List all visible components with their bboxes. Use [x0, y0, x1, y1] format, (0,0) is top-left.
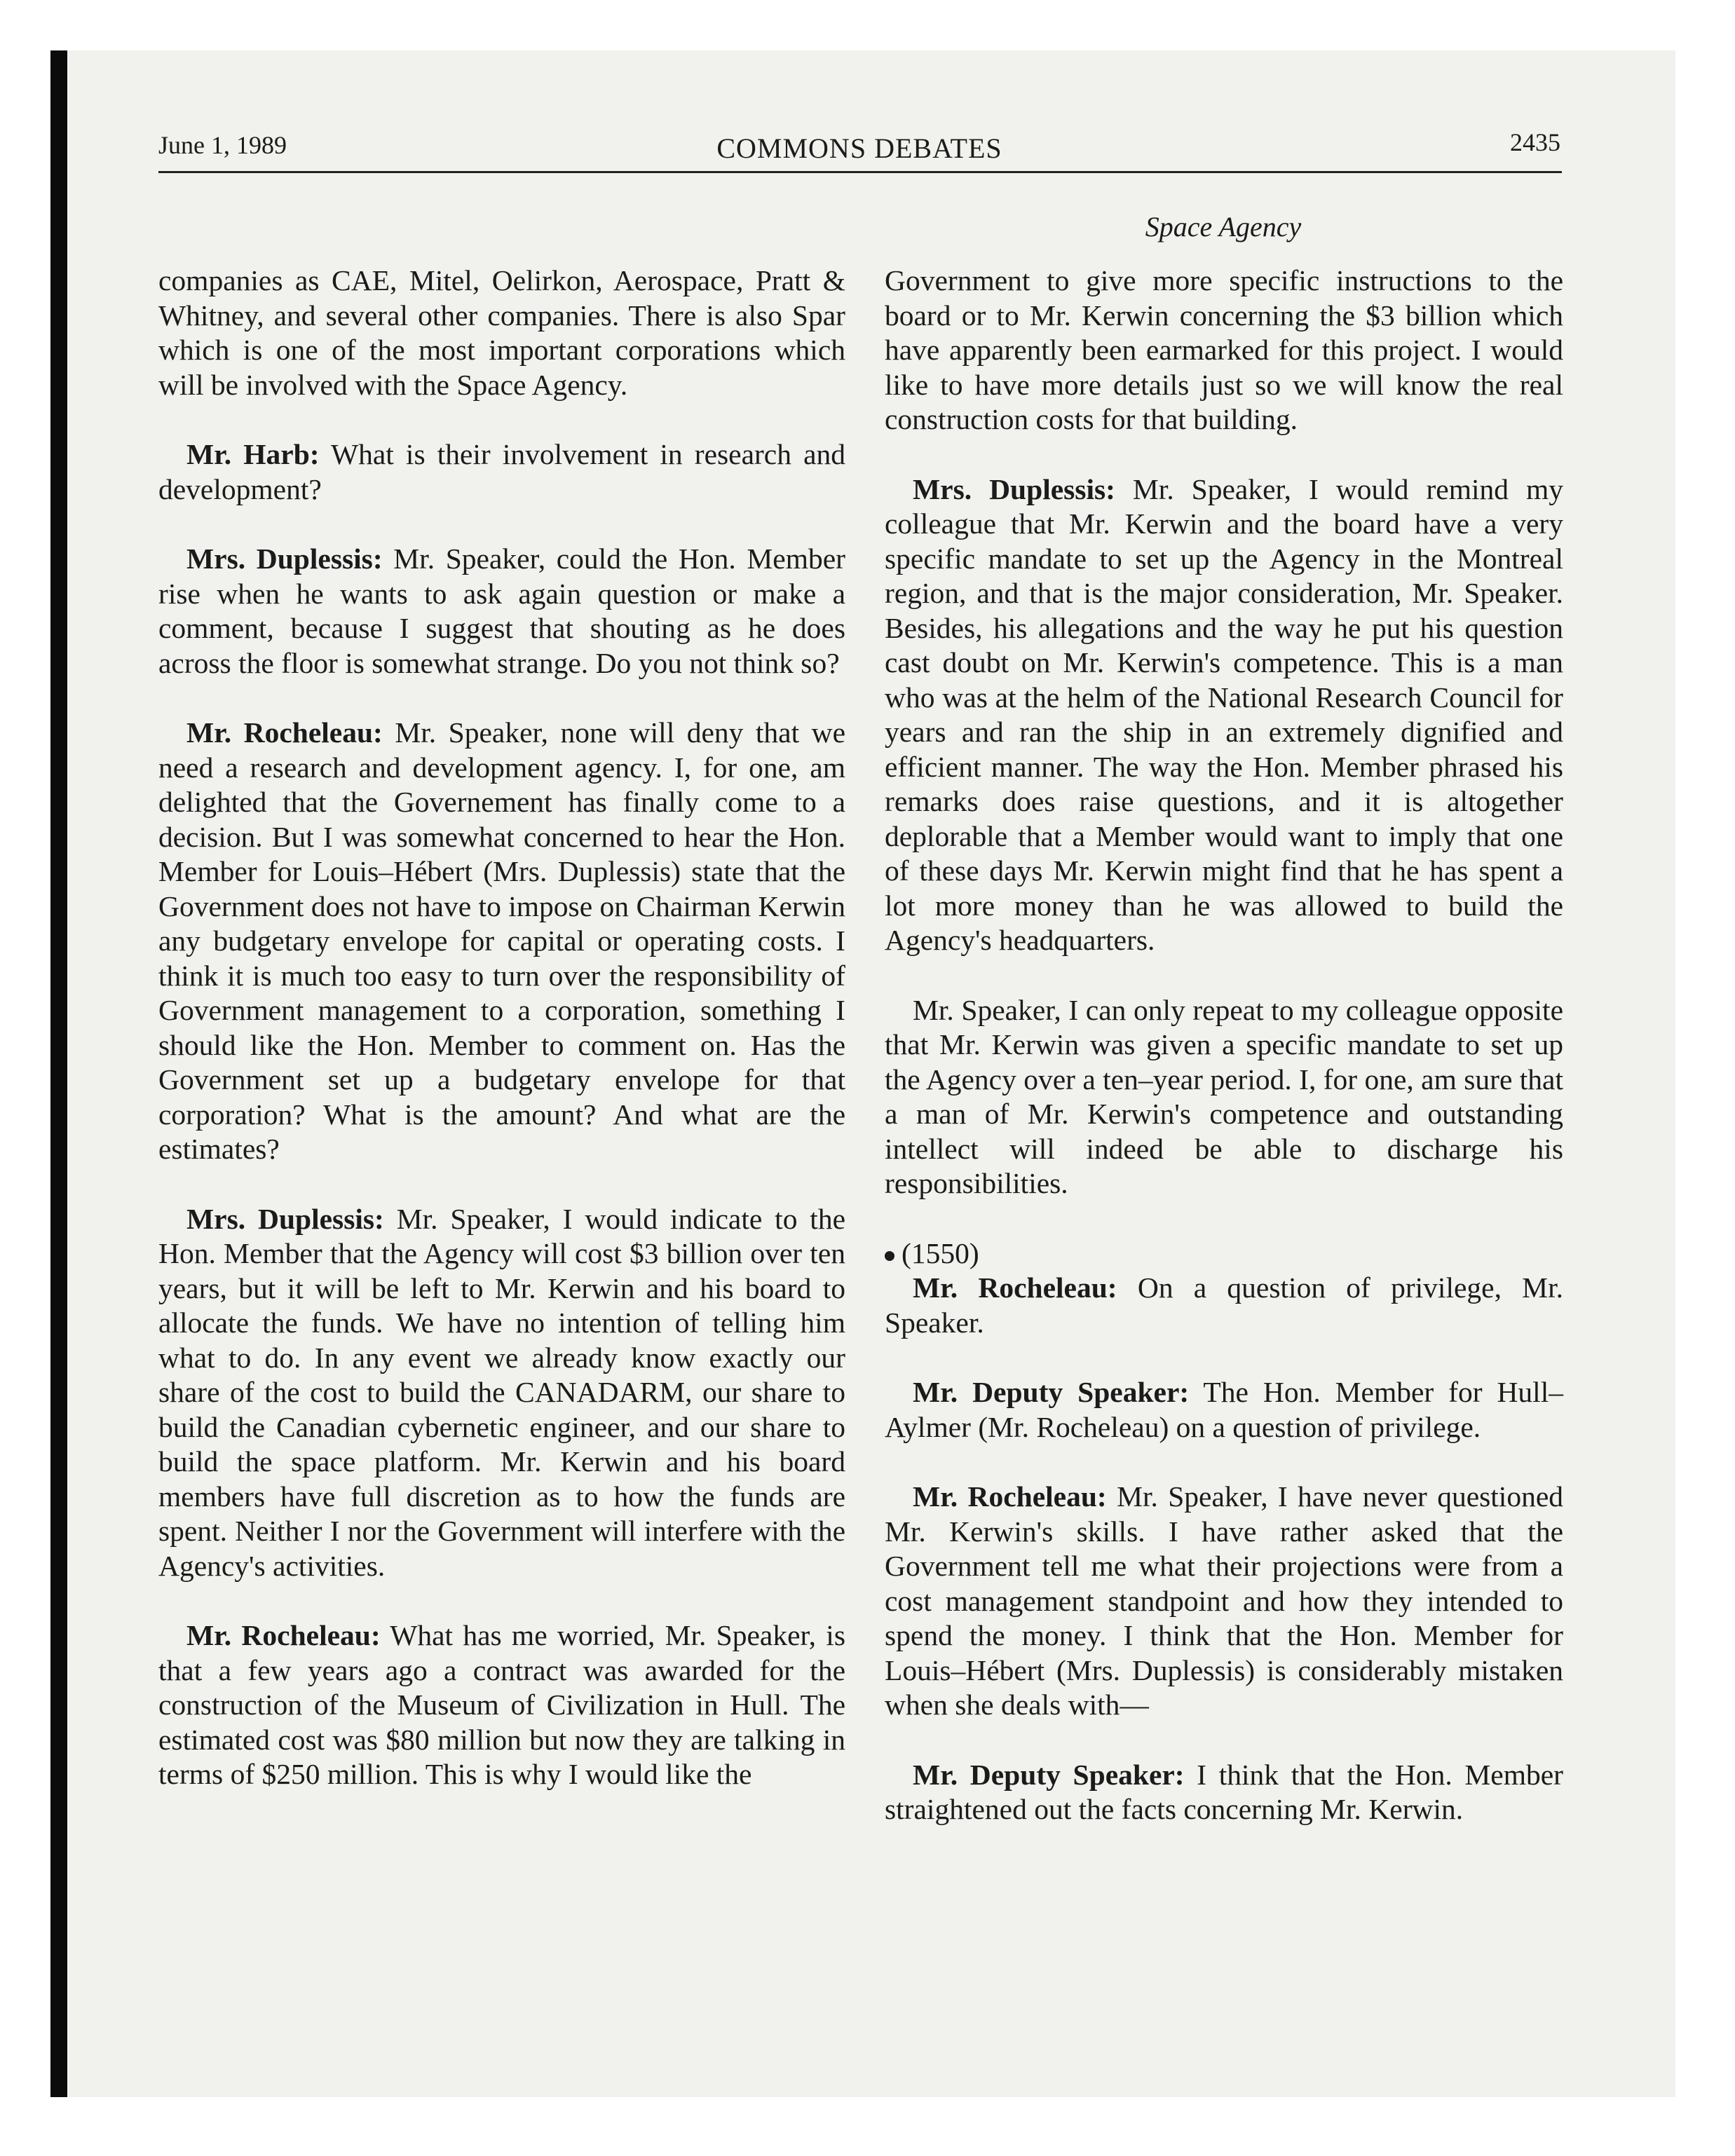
speaker-name: Mr. Rocheleau:: [913, 1271, 1117, 1304]
paragraph-text: Government to give more specific instructions to the board or to Mr. Kerwin concerning the $3 billion which have apparently been earmarked for this project. I would like to have more details just so we will know the real construction costs for that building.: [885, 264, 1563, 435]
speaker-name: Mrs. Duplessis:: [186, 1202, 384, 1235]
paragraph: [158, 542, 845, 681]
paragraph: [158, 1618, 845, 1792]
paragraph-text: On a question of privilege, Mr. Speaker.: [885, 1271, 1563, 1339]
paragraph: [885, 1480, 1563, 1723]
speaker-name: Mr. Deputy Speaker:: [913, 1376, 1190, 1408]
paragraph: [158, 716, 845, 1167]
paragraph-text: Mr. Speaker, I would remind my colleague that Mr. Kerwin and the board have a very specific mandate to set up the Agency in the Montreal region, and that is the major consideration, Mr. Speaker. Besides, his allegations and the way he put his question cast doubt on Mr. Kerwin's competence. This is a man who was at the helm of the National Research Council for years and ran the ship in an extremely dignified and efficient manner. The way the Hon. Member phrased his remarks does raise questions, and it is altogether deplorable that a Member would want to imply that one of these days Mr. Kerwin might find that he has spent a lot more money than he was allowed to build the Agency's headquarters.: [885, 472, 1563, 956]
right-column: [885, 264, 1563, 1827]
paragraph-text: What has me worried, Mr. Speaker, is that a few years ago a contract was awarded for the construction of the Museum of Civilization in Hull. The estimated cost was $80 million but now they are talking in terms of $250 million. This is why I would like the: [158, 1619, 845, 1790]
paragraph-text: Mr. Speaker, I would indicate to the Hon. Member that the Agency will cost $3 billion over ten years, but it will be left to Mr. Kerwin and his board to allocate the funds. We have no intention of telling him what to do. In any event we already know exactly our share of the cost to build the CANADARM, our share to build the Canadian cybernetic engineer, and our share to build the space platform. Mr. Kerwin and his board members have full discretion as to how the funds are spent. Neither I nor the Government will interfere with the Agency's activities.: [158, 1202, 846, 1582]
speaker-name: Mrs. Duplessis:: [913, 472, 1115, 505]
speaker-name: Mr. Rocheleau:: [186, 716, 383, 749]
bullet-icon: [885, 1251, 894, 1261]
scan-edge: [50, 50, 67, 2097]
header-page-number: 2435: [1510, 128, 1560, 156]
paragraph: [158, 264, 845, 402]
speaker-name: Mr. Harb:: [186, 438, 320, 470]
paragraph-text: Mr. Speaker, could the Hon. Member rise when he wants to ask again question or make a comment, because I suggest that shouting as he does across the floor is somewhat strange. Do you not think so?: [158, 543, 845, 679]
section-label: Space Agency: [1145, 211, 1302, 243]
paragraph-text: Mr. Speaker, I have never questioned Mr. Kerwin's skills. I have rather asked that the Government tell me what their projections were from a cost management standpoint and how they intended to spend the money. I think that the Hon. Member for Louis–Hébert (Mrs. Duplessis) is considerably mistaken when she deals with—: [885, 1480, 1563, 1721]
running-head: [158, 130, 1560, 172]
paragraph-text: companies as CAE, Mitel, Oelirkon, Aerospace, Pratt & Whitney, and several other companies. There is also Spar which is one of the most important corporations which will be involved with the Space Agency.: [158, 264, 845, 401]
paragraph: [158, 1202, 845, 1584]
speaker-name: Mr. Deputy Speaker:: [913, 1758, 1185, 1791]
paragraph: [158, 437, 845, 507]
speaker-name: Mrs. Duplessis:: [186, 543, 383, 575]
speaker-name: Mr. Rocheleau:: [186, 1619, 381, 1651]
paragraph: [885, 1375, 1563, 1445]
paragraph-text: I think that the Hon. Member straightened out the facts concerning Mr. Kerwin.: [885, 1758, 1563, 1825]
paragraph: [885, 472, 1563, 958]
paragraph-text: Mr. Speaker, I can only repeat to my colleague opposite that Mr. Kerwin was given a specific mandate to set up the Agency over a ten–year period. I, for one, am sure that a man of Mr. Kerwin's competence and outstanding intellect will indeed be able to discharge his responsibilities.: [885, 993, 1563, 1199]
paragraph: [885, 1271, 1563, 1340]
speaker-name: Mr. Rocheleau:: [913, 1480, 1107, 1513]
paragraph-text: Mr. Speaker, none will deny that we need a research and development agency. I, for one, am delighted that the Governement has finally come to a decision. But I was somewhat concerned to hear the Hon. Member for Louis–Hébert (Mrs. Duplessis) state that the Government does not have to impose on Chairman Kerwin any budgetary envelope for capital or operating costs. I think it is much too easy to turn over the responsibility of Government management to a corporation, something I should like the Hon. Member to comment on. Has the Government set up a budgetary envelope for that corporation? What is the amount? And what are the estimates?: [158, 716, 845, 1165]
paragraph: [885, 264, 1563, 437]
header-title: COMMONS DEBATES: [716, 132, 1002, 164]
time-marker: [885, 1236, 1563, 1271]
header-date: June 1, 1989: [158, 131, 287, 159]
paragraph-text: The Hon. Member for Hull–Aylmer (Mr. Rocheleau) on a question of privilege.: [885, 1376, 1563, 1443]
paragraph: [885, 1758, 1563, 1827]
paragraph: [885, 993, 1563, 1201]
paragraph-text: What is their involvement in research and development?: [158, 438, 845, 505]
time-marker-text: (1550): [901, 1236, 979, 1269]
left-column: [158, 264, 845, 1792]
header-rule: [158, 171, 1562, 173]
